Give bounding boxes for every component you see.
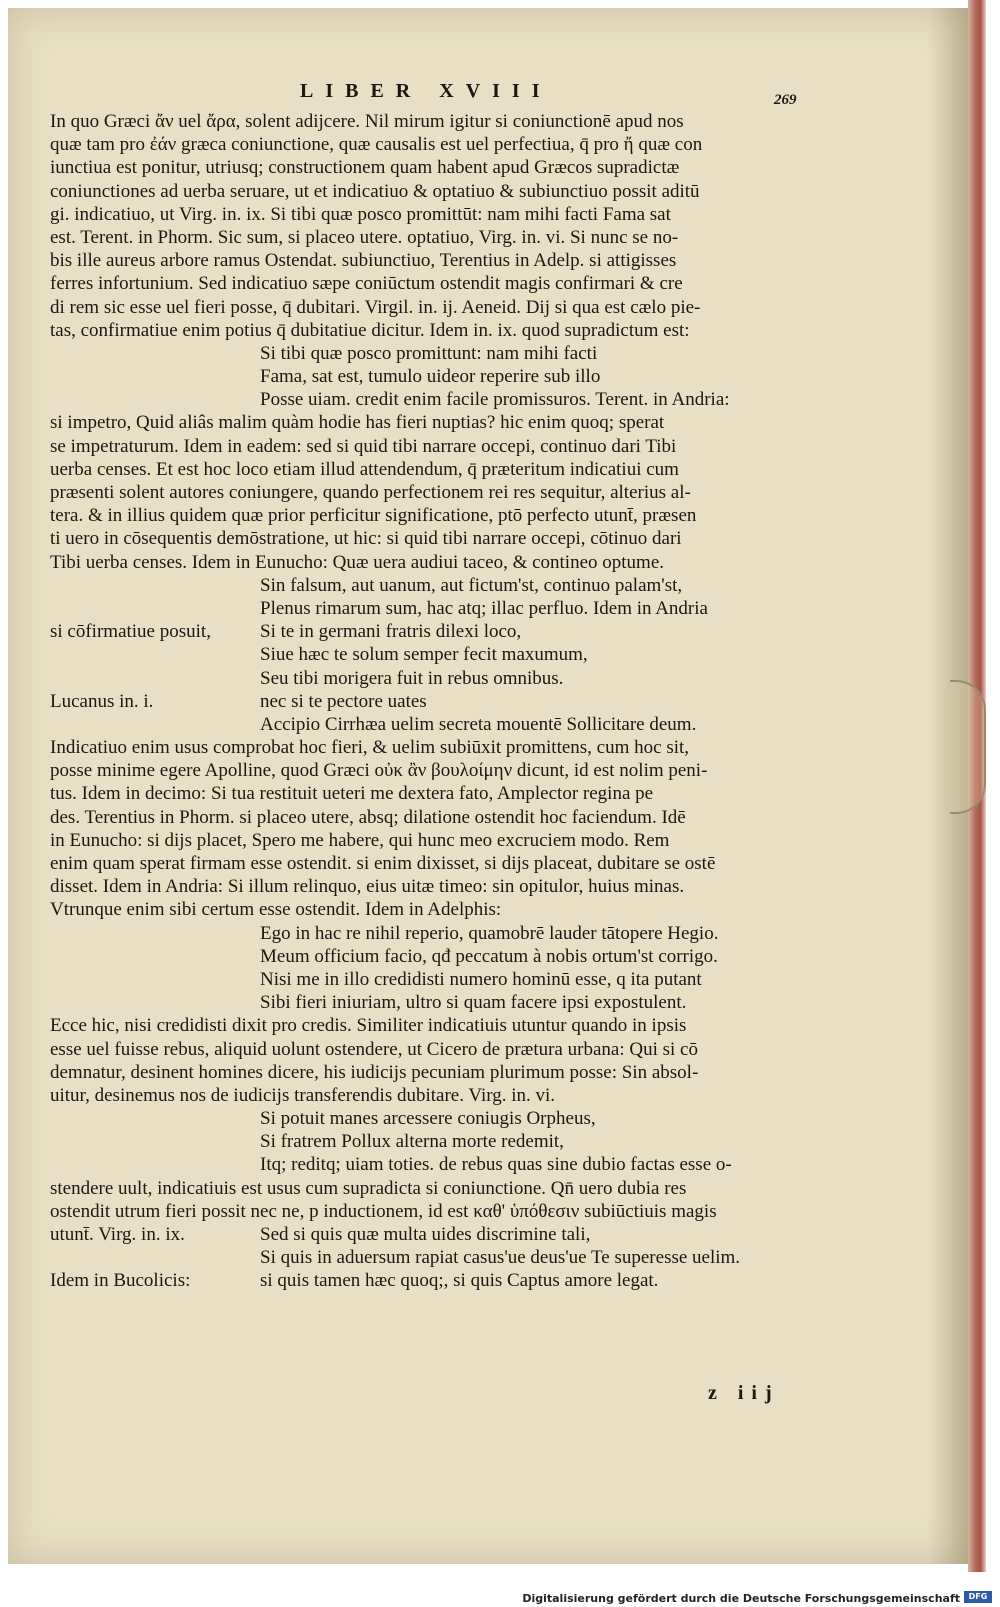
line-text: enim quam sperat firmam esse ostendit. si enim dixisset, si dijs placeat, dubitare se ostē bbox=[50, 853, 716, 874]
text-line bbox=[50, 435, 850, 458]
margin-note: utunt̄. Virg. in. ix. bbox=[50, 1224, 185, 1245]
verse-line: Seu tibi morigera fuit in rebus omnibus. bbox=[260, 667, 564, 689]
line-text: est. Terent. in Phorm. Sic sum, si placeo utere. optatiuo, Virg. in. vi. Si nunc se no- bbox=[50, 226, 679, 248]
footer-credit: Digitalisierung gefördert durch die Deutsche Forschungsgemeinschaft bbox=[522, 1592, 960, 1605]
verse-line: Fama, sat est, tumulo uideor reperire sub illo bbox=[260, 366, 601, 388]
text-line bbox=[50, 342, 850, 365]
text-line bbox=[50, 922, 850, 945]
line-text: des. Terentius in Phorm. si placeo utere, absq; dilatione ostendit hoc faciendum. Idē bbox=[50, 806, 686, 828]
text-line bbox=[50, 1038, 850, 1061]
line-text: uerba censes. Et est hoc loco etiam illud attendendum, q̄ præteritum indicatiui cum bbox=[50, 458, 679, 480]
text-line bbox=[50, 1269, 850, 1292]
text-line bbox=[50, 875, 850, 898]
verse-line: Ego in hac re nihil reperio, quamobrē lauder tātopere Hegio. bbox=[260, 922, 719, 944]
verse-line: Si potuit manes arcessere coniugis Orpheus, bbox=[260, 1108, 596, 1130]
text-line bbox=[50, 296, 850, 319]
line-text: præsenti solent autores coniungere, quando perfectionem rei res sequitur, alterius al- bbox=[50, 482, 691, 503]
line-text: coniunctiones ad uerba seruare, ut et indicatiuo & optatiuo & subiunctiuo possit aditū bbox=[50, 180, 700, 202]
body-text bbox=[50, 110, 850, 1293]
line-text: Indicatiuo enim usus comprobat hoc fieri, & uelim subiūxit promittens, cum hoc sit, bbox=[50, 737, 690, 759]
verse-line: Itq; reditq; uiam toties. de rebus quas sine dubio factas esse o- bbox=[260, 1154, 732, 1176]
text-line bbox=[50, 1177, 850, 1200]
signature-mark: z iij bbox=[708, 1382, 780, 1404]
verse-line: Si te in germani fratris dilexi loco, bbox=[260, 621, 522, 643]
text-line bbox=[50, 1084, 850, 1107]
footer-bar bbox=[0, 1572, 1000, 1607]
text-line bbox=[50, 1130, 850, 1153]
margin-note: Lucanus in. i. bbox=[50, 690, 154, 712]
verse-line: nec si te pectore uates bbox=[260, 690, 427, 712]
verse-line: Sed si quis quæ multa uides discrimine tali, bbox=[260, 1224, 591, 1245]
text-line bbox=[50, 504, 850, 527]
line-text: iunctiua est ponitur, utriusq; constructionem quam habent apud Græcos supradictæ bbox=[50, 157, 680, 179]
text-line bbox=[50, 319, 850, 342]
text-line bbox=[50, 991, 850, 1014]
line-text: esse uel fuisse rebus, aliquid uolunt ostendere, ut Cicero de prætura urbana: Qui si cō bbox=[50, 1038, 698, 1060]
text-line bbox=[50, 597, 850, 620]
line-text: si impetro, Quid aliâs malim quàm hodie has fieri nuptias? hic enim quoq; sperat bbox=[50, 412, 665, 434]
text-line bbox=[50, 782, 850, 805]
text-line bbox=[50, 458, 850, 481]
line-text: tera. & in illius quidem quæ prior perficitur significatione, ptō perfecto utunt̄, præsen bbox=[50, 505, 697, 527]
verse-line: Accipio Cirrhæa uelim secreta mouentē Sollicitare deum. bbox=[260, 713, 697, 735]
line-text: Ecce hic, nisi credidisti dixit pro credis. Similiter indicatiuis utuntur quando in ipsis bbox=[50, 1015, 687, 1037]
line-text: posse minime egere Apolline, quod Græci οὐκ ἂν βουλοίμην dicunt, id est nolim peni- bbox=[50, 760, 708, 782]
text-line bbox=[50, 806, 850, 829]
text-line bbox=[50, 667, 850, 690]
line-text: in Eunucho: si dijs placet, Spero me habere, qui hunc meo excruciem modo. Rem bbox=[50, 829, 670, 851]
verse-line: Plenus rimarum sum, hac atq; illac perfluo. Idem in Andria bbox=[260, 597, 708, 619]
text-line bbox=[50, 620, 850, 643]
text-line bbox=[50, 713, 850, 736]
text-line bbox=[50, 574, 850, 597]
text-line bbox=[50, 829, 850, 852]
text-line bbox=[50, 759, 850, 782]
line-text: ostendit utrum fieri possit nec ne, p inductionem, id est καθ' ὑπόθεσιν subiūctiuis magis bbox=[50, 1200, 717, 1222]
text-line bbox=[50, 411, 850, 434]
text-line bbox=[50, 388, 850, 411]
verse-line: Sibi fieri iniuriam, ultro si quam facere ipsi expostulent. bbox=[260, 992, 687, 1014]
line-text: demnatur, desinent homines dicere, his iudicijs pecuniam plurimum posse: Sin absol- bbox=[50, 1061, 699, 1083]
line-text: Tibi uerba censes. Idem in Eunucho: Quæ uera audiui taceo, & contineo optume. bbox=[50, 551, 665, 573]
text-line bbox=[50, 945, 850, 968]
line-text: uitur, desinemus nos de iudicijs transferendis dubitare. Virg. in. vi. bbox=[50, 1084, 556, 1106]
line-text: disset. Idem in Andria: Si illum relinquo, eius uitæ timeo: sin opitulor, huius minas. bbox=[50, 876, 685, 898]
verse-line: Meum officium facio, qđ peccatum à nobis ortum'st corrigo. bbox=[260, 945, 718, 967]
margin-note: Idem in Bucolicis: bbox=[50, 1270, 191, 1292]
verse-line: Si fratrem Pollux alterna morte redemit, bbox=[260, 1131, 564, 1153]
text-line bbox=[50, 249, 850, 272]
verse-line: si quis tamen hæc quoq;, si quis Captus amore legat. bbox=[260, 1270, 659, 1292]
verse-line: Siue hæc te solum semper fecit maxumum, bbox=[260, 644, 588, 666]
page-tab-marker bbox=[950, 680, 986, 814]
text-line bbox=[50, 365, 850, 388]
text-line bbox=[50, 1107, 850, 1130]
text-line bbox=[50, 481, 850, 504]
text-line bbox=[50, 643, 850, 666]
text-line bbox=[50, 1153, 850, 1176]
line-text: se impetraturum. Idem in eadem: sed si quid tibi narrare occepi, continuo dari Tibi bbox=[50, 435, 677, 457]
line-text: ti uero in cōsequentis demōstratione, ut hic: si quid tibi narrare occepi, cōtinuo dari bbox=[50, 528, 682, 550]
folio-number: 269 bbox=[774, 92, 797, 108]
line-text: bis ille aureus arbore ramus Ostendat. subiunctiuo, Terentius in Adelp. si attigisses bbox=[50, 250, 677, 272]
verse-line: Posse uiam. credit enim facile promissuros. Terent. in Andria: bbox=[260, 389, 730, 411]
text-line bbox=[50, 180, 850, 203]
line-text: gi. indicatiuo, ut Virg. in. ix. Si tibi quæ posco promittūt: nam mihi facti Fama sat bbox=[50, 203, 671, 225]
margin-note: si cōfirmatiue posuit, bbox=[50, 621, 211, 643]
line-text: tas, confirmatiue enim potius q̄ dubitatiue dicitur. Idem in. ix. quod supradictum est: bbox=[50, 319, 690, 341]
text-line bbox=[50, 156, 850, 179]
line-text: ferres infortunium. Sed indicatiuo sæpe coniūctum ostendit magis confirmari & cre bbox=[50, 273, 683, 295]
text-line bbox=[50, 1223, 850, 1246]
verse-line: Nisi me in illo credidisti numero hominū esse, q ita putant bbox=[260, 968, 702, 990]
text-line bbox=[50, 551, 850, 574]
verse-line: Si quis in aduersum rapiat casus'ue deus'ue Te superesse uelim. bbox=[260, 1247, 741, 1269]
text-line bbox=[50, 852, 850, 875]
text-line bbox=[50, 968, 850, 991]
text-line bbox=[50, 898, 850, 921]
text-line bbox=[50, 133, 850, 156]
text-line bbox=[50, 110, 850, 133]
line-text: Vtrunque enim sibi certum esse ostendit. Idem in Adelphis: bbox=[50, 899, 502, 921]
text-line bbox=[50, 1246, 850, 1269]
text-line bbox=[50, 1061, 850, 1084]
text-line bbox=[50, 527, 850, 550]
running-title: LIBER XVIII bbox=[300, 80, 552, 102]
text-line bbox=[50, 203, 850, 226]
line-text: stendere uult, indicatiuis est usus cum supradicta si coniunctione. Qn̄ uero dubia res bbox=[50, 1177, 687, 1199]
verse-line: Si tibi quæ posco promittunt: nam mihi facti bbox=[260, 342, 598, 364]
line-text: quæ tam pro ἐάν græca coniunctione, quæ causalis est uel perfectiua, q̄ pro ἤ quæ con bbox=[50, 134, 703, 156]
text-line bbox=[50, 1014, 850, 1037]
line-text: In quo Græci ἄν uel ἄρα, solent adijcere. Nil mirum igitur si coniunctionē apud nos bbox=[50, 111, 684, 132]
text-line bbox=[50, 690, 850, 713]
text-line bbox=[50, 736, 850, 759]
verse-line: Sin falsum, aut uanum, aut fictum'st, continuo palam'st, bbox=[260, 574, 683, 596]
text-line bbox=[50, 226, 850, 249]
dfg-logo: DFG bbox=[964, 1591, 992, 1603]
line-text: tus. Idem in decimo: Si tua restituit ueteri me dextera fato, Amplector regina pe bbox=[50, 783, 654, 805]
line-text: di rem sic esse uel fieri posse, q̄ dubitari. Virgil. in. ij. Aeneid. Dij si qua est cælo pie- bbox=[50, 296, 701, 318]
text-line bbox=[50, 1200, 850, 1223]
text-line bbox=[50, 272, 850, 295]
